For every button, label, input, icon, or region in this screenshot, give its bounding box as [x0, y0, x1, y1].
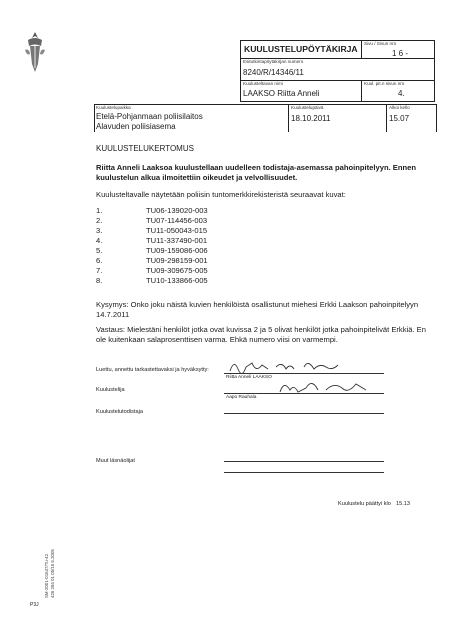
- list-item: 8. TU10-133866-005: [96, 276, 208, 285]
- form-code: SM-2001-01637/Tu-42: [44, 553, 49, 598]
- list-item: 4. TU11-337490-001: [96, 236, 208, 245]
- answer-text: Vastaus: Mielestäni henkilöt jotka ovat kuvissa 2 ja 5 olivat henkilöt jotka pahoinpitelivät Erkkiä. En ole kuitenkaan salaprosenttisen varma. Ehkä numero viisi on varmempi.: [96, 325, 426, 344]
- police-emblem-icon: [22, 30, 48, 74]
- form-code-2: 426 284 01 05/15 6.2005: [50, 549, 55, 598]
- witness-label: Kuulustelutodistaja: [96, 409, 143, 415]
- list-item: 3. TU11-050043-015: [96, 226, 208, 235]
- interrogation-number: 4.: [398, 89, 405, 98]
- list-item: 7. TU09-309675-005: [96, 266, 208, 275]
- corner-code: P3J: [30, 602, 39, 608]
- report-heading: KUULUSTELUKERTOMUS: [96, 144, 194, 153]
- read-approved-label: Luettu, annettu tarkastettavaksi ja hyväksytty:: [96, 367, 209, 373]
- person-name-label: Kuulusteltavan nimi: [243, 81, 283, 86]
- place-line2: Alavuden poliisiasema: [96, 122, 176, 131]
- start-time: 15.07: [389, 114, 410, 123]
- place-label: Kuulustelupaikka: [96, 105, 131, 110]
- document-title: KUULUSTELUPÖYTÄKIRJA: [244, 44, 358, 54]
- signature-rauhala-icon: [276, 376, 386, 398]
- place-line1: Etelä-Pohjanmaan poliisilaitos: [96, 112, 203, 121]
- case-number-label: Esitutkintapöytäkirjan numero: [243, 59, 304, 64]
- list-item: 2. TU07-114456-003: [96, 216, 208, 225]
- signer-name: Riitta Anneli LAAKSO: [226, 375, 272, 380]
- list-item: 5. TU09-159086-006: [96, 246, 208, 255]
- person-name: LAAKSO Riitta Anneli: [243, 89, 320, 98]
- interrogator-label: Kuulustelija: [96, 387, 125, 393]
- list-item: 1. TU06-139020-003: [96, 206, 208, 215]
- ended-label: Kuulustelu päättyi klo: [338, 501, 391, 507]
- page-value: 1 6 -: [392, 49, 409, 58]
- time-label: Alkoi kello: [389, 105, 410, 110]
- page-label: Sivu / Sivun nro: [364, 41, 397, 46]
- interrogation-number-label: Kuul. pit.n sivun nro: [364, 81, 405, 86]
- question-text: Kysymys: Onko joku näistä kuvien henkilöistä osallistunut miehesi Erkki Laakson pahoinpitelyyn 14.7.2011: [96, 300, 419, 319]
- others-present-label: Muut läsnäolijat: [96, 458, 135, 464]
- list-item: 6. TU09-298159-001: [96, 256, 208, 265]
- end-time: 15.13: [396, 501, 410, 507]
- case-number: 8240/R/14346/11: [243, 68, 304, 77]
- date-label: Kuulustelupäivä: [291, 105, 324, 110]
- interrogator-name: Aapo Rauhala: [226, 395, 257, 400]
- intro-text: Riitta Anneli Laaksoa kuulustellaan uudelleen todistaja-asemassa pahoinpitelyyn. Ennen kuulustelun alkua ilmoitettiin oikeudet ja velvollisuudet.: [96, 163, 417, 182]
- interrogation-date: 18.10.2011: [291, 114, 331, 123]
- images-shown-text: Kuulusteltavalle näytetään poliisin tuntomerkkirekisteristä seuraavat kuvat:: [96, 190, 346, 199]
- signature-laakso-icon: [228, 357, 388, 377]
